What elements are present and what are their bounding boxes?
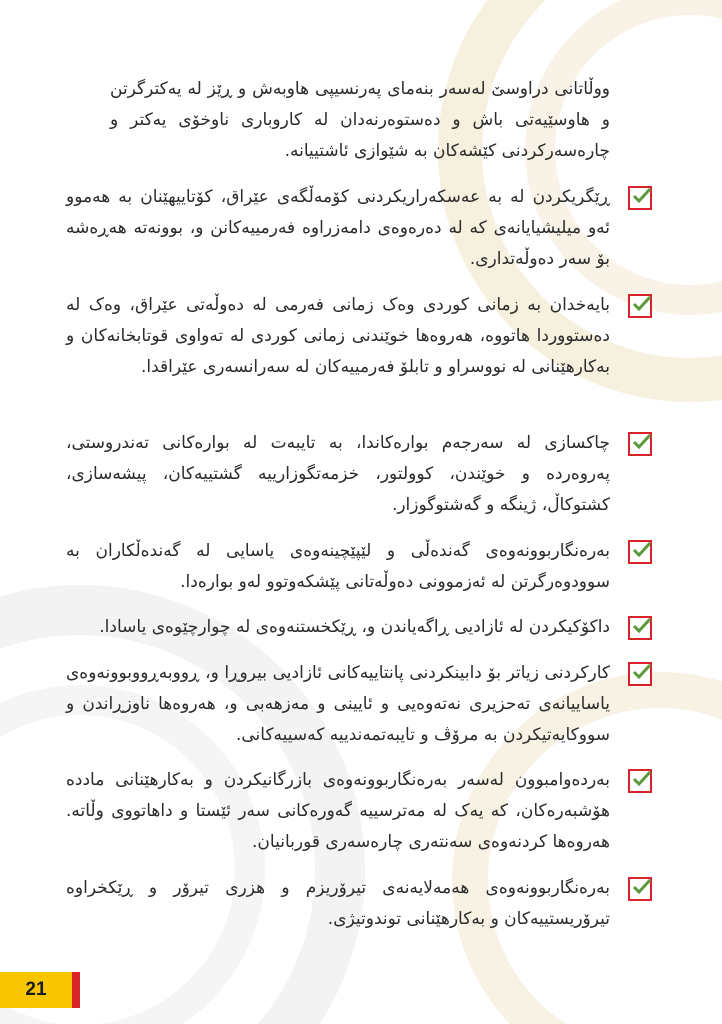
checkbox-icon	[628, 877, 652, 901]
list-item	[66, 658, 652, 751]
list-item-text: بایەخدان بە زمانی کوردی وەک زمانی فەرمی لە دەوڵەتی عێراق، وەک لە دەستووردا هاتووە، هەروەها خوێندنی زمانی کوردی لە تەواوی قوتابخانەکان و بەکارهێنانی لە نووسراو و تابلۆ فەرمییەکان لە سەرانسەری عێراقدا.	[66, 295, 610, 377]
list-item-text: کارکردنی زیاتر بۆ دابینکردنی پانتاییەکانی ئازادیی بیروڕا و، ڕووبەڕووبوونەوەی یاساییانەی تەحزیری نەتەوەیی و ئایینی و مەزهەبی و، هەروەها ناوزڕاندن و سووکایەتیکردن بە مرۆڤ و تایبەتمەندییە کەسییەکانی.	[66, 663, 610, 745]
list-item-text: بەرەنگاربوونەوەی گەندەڵی و لێپێچینەوەی یاسایی لە گەندەڵکاران بە سوودوەرگرتن لە ئەزموونی دەوڵەتانی پێشکەوتوو لەو بوارەدا.	[66, 541, 610, 592]
checkbox-icon	[628, 432, 652, 456]
checkbox-icon	[628, 769, 652, 793]
checkbox-icon	[628, 662, 652, 686]
intro-paragraph: ووڵاتانی دراوسێ لەسەر بنەمای پەرنسیپی هاوبەش و ڕێز لە یەکترگرتن و هاوسێیەتی باش و دەستوەرنەدان لە کاروباری ناوخۆی یەکتر و چارەسەرکردنی کێشەکان بە شێوازی ئاشتییانە.	[110, 79, 610, 161]
list-item	[66, 290, 652, 383]
checkbox-icon	[628, 540, 652, 564]
list-item-text: چاکسازی لە سەرجەم بوارەکاندا، بە تایبەت لە بوارەکانی تەندروستی، پەروەردە و خوێندن، کوولتور، خزمەتگوزارییە گشتییەکان، پیشەسازی، کشتوکاڵ، ژینگە و گەشتوگوزار.	[66, 433, 610, 515]
list-item	[66, 428, 652, 521]
list-item-text: بەردەوامبوون لەسەر بەرەنگاربوونەوەی بازرگانیکردن و بەکارهێنانی ماددە هۆشبەرەکان، کە یەک لە مەترسییە گەورەکانی سەر ئێستا و داهاتووی وڵاتە. هەروەها کردنەوەی سەنتەری چارەسەری قوربانیان.	[66, 770, 610, 852]
list-item-text: ڕێگریکردن لە بە عەسکەراریکردنی کۆمەڵگەی عێراق، کۆتاییهێنان بە هەموو ئەو میلیشیایانەی کە لە دەرەوەی دامەزراوە فەرمییەکانن و، بوونەتە هەڕەشە بۆ سەر دەوڵەتداری.	[66, 187, 610, 269]
page-number: 21	[0, 972, 72, 1008]
list-item	[66, 612, 652, 643]
checkbox-icon	[628, 294, 652, 318]
checkbox-icon	[628, 186, 652, 210]
list-item	[66, 182, 652, 275]
list-item	[66, 873, 652, 935]
list-item-text: بەرەنگاربوونەوەی هەمەلایەنەی تیرۆریزم و هزری تیرۆر و ڕێکخراوە تیرۆریستییەکان و بەکارهێنانی توندوتیژی.	[66, 878, 610, 929]
list-item-text: داکۆکیکردن لە ئازادیی ڕاگەیاندن و، ڕێکخستنەوەی لە چوارچێوەی یاسادا.	[99, 617, 610, 637]
checkbox-icon	[628, 616, 652, 640]
page-number-accent-bar	[72, 972, 80, 1008]
list-item	[66, 765, 652, 858]
list-item	[66, 536, 652, 598]
